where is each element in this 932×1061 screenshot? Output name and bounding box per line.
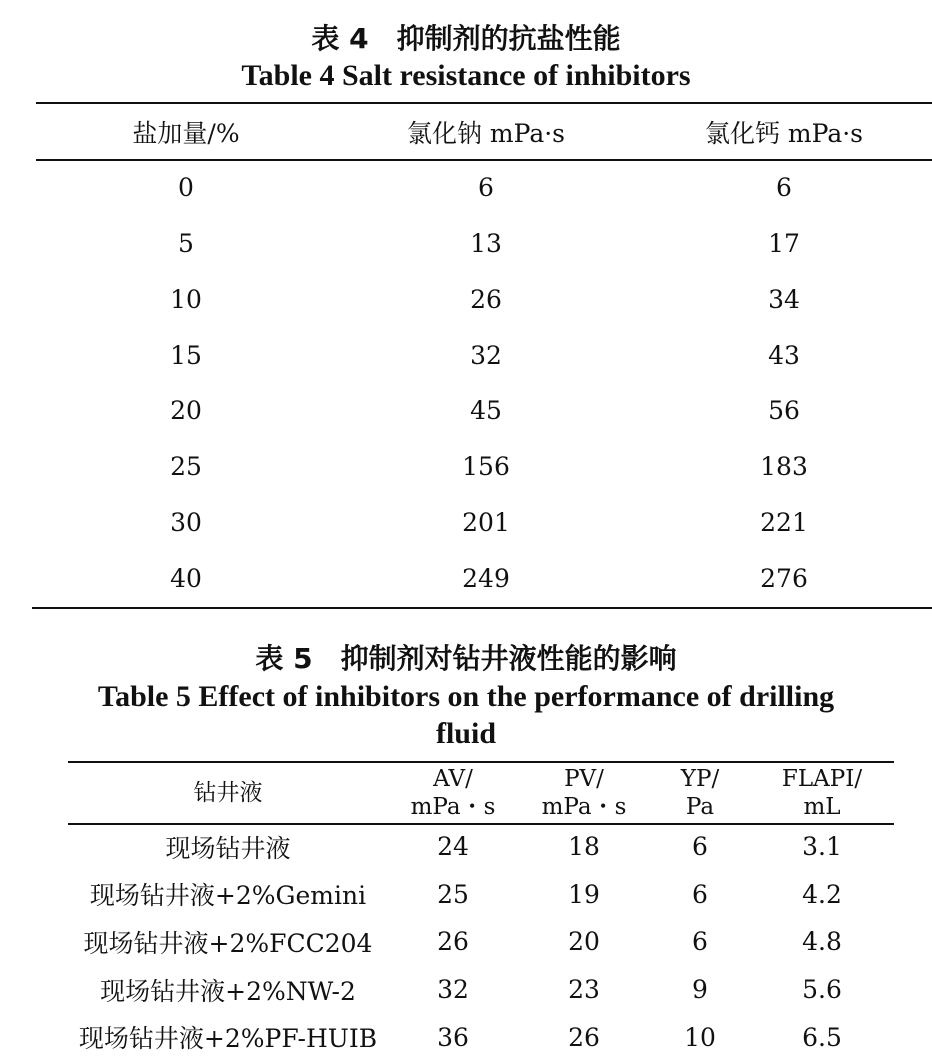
table-cell: 现场钻井液+2%FCC204 — [83, 928, 373, 958]
table-cell: 17 — [768, 229, 800, 259]
table-cell: 276 — [760, 563, 808, 593]
table-cell: 183 — [760, 452, 808, 482]
table-row — [36, 383, 932, 439]
table-row — [36, 327, 932, 383]
table4-header-nacl: 氯化钠 mPa·s — [406, 119, 566, 148]
table-cell: 26 — [568, 1022, 600, 1052]
table-cell: 现场钻井液+2%NW-2 — [100, 976, 356, 1006]
table-cell: 201 — [462, 507, 510, 537]
table-cell: 10 — [684, 1022, 716, 1052]
table-cell: 6 — [692, 879, 708, 909]
header-unit: mPa・s — [541, 794, 627, 820]
table-cell: 32 — [470, 340, 502, 370]
table-row — [68, 1013, 894, 1061]
table4-bottom-rule — [32, 607, 932, 609]
table5-header-av — [388, 763, 518, 823]
table-cell: 15 — [170, 340, 202, 370]
table-cell: 现场钻井液 — [165, 833, 291, 863]
table-cell: 156 — [462, 452, 510, 482]
table5-header-pv — [518, 763, 650, 823]
table-cell: 26 — [437, 927, 469, 957]
table-row — [68, 871, 894, 919]
table-cell: 13 — [470, 229, 502, 259]
table-cell: 4.8 — [802, 927, 842, 957]
table-cell: 0 — [178, 173, 194, 203]
table-cell: 18 — [568, 832, 600, 862]
header-unit: mPa・s — [410, 794, 496, 820]
table-row — [36, 495, 932, 551]
table-cell: 20 — [170, 396, 202, 426]
table5-header-row — [68, 763, 894, 823]
table-cell: 40 — [170, 563, 202, 593]
table4-caption-cn: 表 4 抑制剂的抗盐性能 — [311, 22, 621, 55]
table-cell: 5.6 — [802, 975, 842, 1005]
table-cell: 249 — [462, 563, 510, 593]
table5-caption-cn: 表 5 抑制剂对钻井液性能的影响 — [255, 642, 677, 675]
table-cell: 6 — [692, 832, 708, 862]
table-cell: 26 — [470, 284, 502, 314]
table-cell: 现场钻井液+2%PF-HUIB — [78, 1024, 378, 1054]
table-row — [36, 272, 932, 328]
table-cell: 3.1 — [802, 832, 842, 862]
table-cell: 36 — [437, 1022, 469, 1052]
header-top: PV/ — [564, 766, 604, 792]
table-cell: 19 — [568, 879, 600, 909]
table4-header-salt: 盐加量/% — [132, 119, 240, 148]
table-row — [36, 160, 932, 216]
table-cell: 6 — [478, 173, 494, 203]
table-row — [68, 966, 894, 1014]
table4-caption-en: Table 4 Salt resistance of inhibitors — [241, 59, 691, 92]
header-top: 钻井液 — [193, 780, 263, 806]
table-row — [68, 823, 894, 871]
table-cell: 6 — [692, 927, 708, 957]
table-cell: 25 — [437, 879, 469, 909]
header-top: YP/ — [680, 766, 720, 792]
table5 — [68, 763, 894, 1061]
table5-header-flapi — [750, 763, 894, 823]
table-cell: 221 — [760, 507, 808, 537]
table5-caption-en-line2: fluid — [435, 717, 497, 750]
header-top: AV/ — [433, 766, 473, 792]
table4-header-row — [36, 104, 932, 160]
table-row — [36, 439, 932, 495]
table-row — [36, 550, 932, 606]
table-cell: 30 — [170, 507, 202, 537]
table-cell: 20 — [568, 927, 600, 957]
header-unit: Pa — [685, 794, 715, 820]
table-cell: 10 — [170, 284, 202, 314]
table-cell: 6.5 — [802, 1022, 842, 1052]
table-row — [68, 918, 894, 966]
table5-caption-en-line1: Table 5 Effect of inhibitors on the performance of drilling — [97, 680, 835, 713]
table-cell: 4.2 — [802, 879, 842, 909]
header-top: FLAPI/ — [781, 766, 863, 792]
header-unit: mL — [803, 794, 841, 820]
table-cell: 9 — [692, 975, 708, 1005]
table-cell: 34 — [768, 284, 800, 314]
table-cell: 32 — [437, 975, 469, 1005]
table-row — [36, 216, 932, 272]
table-cell: 25 — [170, 452, 202, 482]
table-cell: 43 — [768, 340, 800, 370]
table-cell: 23 — [568, 975, 600, 1005]
table-cell: 56 — [768, 396, 800, 426]
table4 — [36, 104, 932, 606]
table5-header-fluid — [68, 763, 388, 823]
table-cell: 6 — [776, 173, 792, 203]
table4-header-cacl2: 氯化钙 mPa·s — [704, 119, 864, 148]
table-cell: 现场钻井液+2%Gemini — [89, 881, 367, 911]
table-cell: 45 — [470, 396, 502, 426]
table-cell: 24 — [437, 832, 469, 862]
table5-header-yp — [650, 763, 750, 823]
table-cell: 5 — [178, 229, 194, 259]
